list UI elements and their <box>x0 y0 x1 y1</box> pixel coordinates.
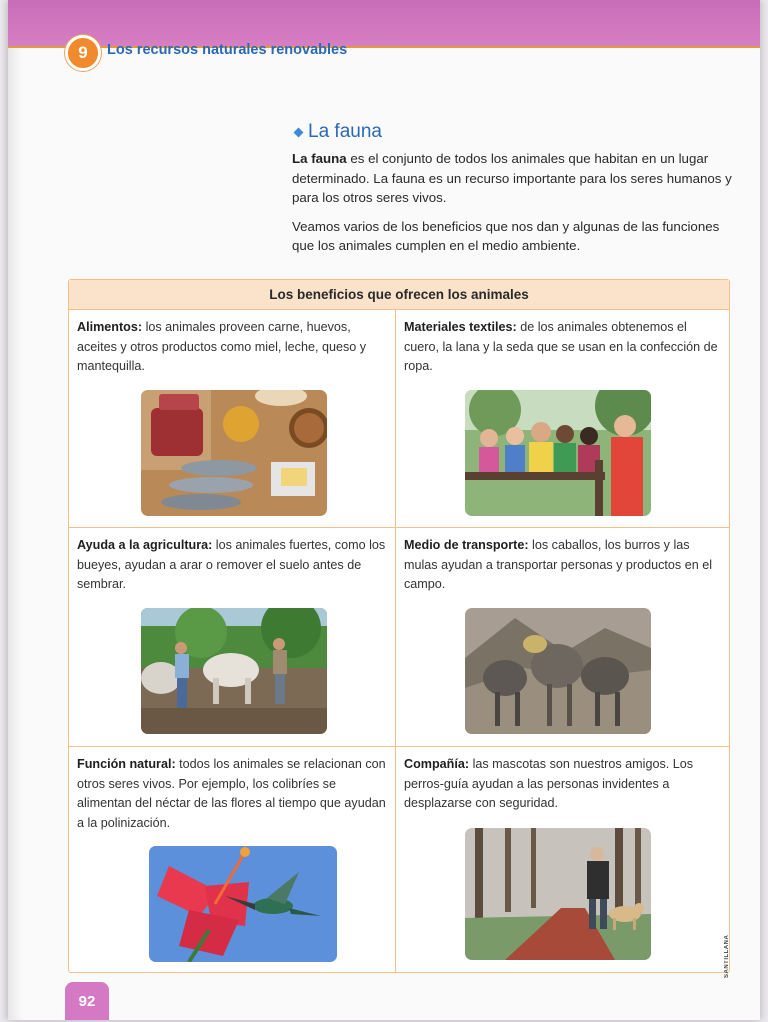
oxen-plowing-photo <box>141 608 327 734</box>
benefit-cell-alimentos <box>69 310 396 528</box>
benefit-cell-funcion-natural <box>69 747 396 972</box>
benefit-label: Compañía: <box>404 757 470 771</box>
section-heading-text: La fauna <box>308 121 382 142</box>
benefit-cell-agricultura <box>69 528 396 747</box>
benefit-label: Función natural: <box>77 757 176 771</box>
benefit-text <box>77 318 389 377</box>
intro-bold-term: La fauna <box>292 151 347 166</box>
benefit-cell-compania <box>396 747 729 972</box>
benefit-text <box>404 755 723 814</box>
donkeys-photo <box>465 608 651 734</box>
food-photo <box>141 390 327 516</box>
intro-paragraph-1 <box>292 149 732 208</box>
spine-shadow <box>8 0 22 1020</box>
benefit-description: todos los animales se relacionan con otros seres vivos. Por ejemplo, los colibríes se alimentan del néctar de las flores al tiempo que ayudan a la polinización. <box>77 757 386 830</box>
intro-paragraph-2: Veamos varios de los beneficios que nos dan y algunas de las funciones que los animales cumplen en el medio ambiente. <box>292 218 720 253</box>
chapter-number-badge: 9 <box>65 35 101 71</box>
benefit-label: Materiales textiles: <box>404 320 517 334</box>
benefit-text <box>77 536 389 595</box>
benefit-cell-materiales-textiles <box>396 310 729 528</box>
chapter-color-bar <box>8 0 760 48</box>
benefit-text <box>404 318 723 377</box>
publisher-logo: SANTILLANA <box>724 934 730 978</box>
benefit-description: los animales proveen carne, huevos, aceites y otros productos como miel, leche, queso y mantequilla. <box>77 320 367 373</box>
family-photo <box>465 390 651 516</box>
diamond-bullet-icon <box>294 127 304 137</box>
benefits-table-title: Los beneficios que ofrecen los animales <box>69 280 729 310</box>
benefit-description: las mascotas son nuestros amigos. Los perros-guía ayudan a las personas invidentes a desplazarse con seguridad. <box>404 757 694 810</box>
benefits-table <box>68 279 730 973</box>
benefit-text <box>77 755 389 833</box>
page-number: 92 <box>65 982 109 1020</box>
benefit-description: los caballos, los burros y las mulas ayudan a transportar personas y productos en el campo. <box>404 538 713 591</box>
benefit-description: los animales fuertes, como los bueyes, ayudan a arar o remover el suelo antes de sembrar. <box>77 538 386 591</box>
intro-rest: es el conjunto de todos los animales que habitan en un lugar determinado. La fauna es un recurso importante para los seres humanos y para los otros seres vivos. <box>292 151 732 205</box>
benefit-label: Medio de transporte: <box>404 538 529 552</box>
hummingbird-flower-photo <box>149 846 337 962</box>
benefit-label: Ayuda a la agricultura: <box>77 538 213 552</box>
textbook-page <box>8 0 760 1020</box>
benefits-grid <box>69 310 729 972</box>
benefit-label: Alimentos: <box>77 320 143 334</box>
benefit-description: de los animales obtenemos el cuero, la lana y la seda que se usan en la confección de ropa. <box>404 320 718 373</box>
guide-dog-photo <box>465 828 651 960</box>
benefit-text <box>404 536 723 595</box>
intro-text <box>292 149 732 265</box>
chapter-title: Los recursos naturales renovables <box>107 42 348 58</box>
section-heading <box>295 121 382 143</box>
benefit-cell-transporte <box>396 528 729 747</box>
